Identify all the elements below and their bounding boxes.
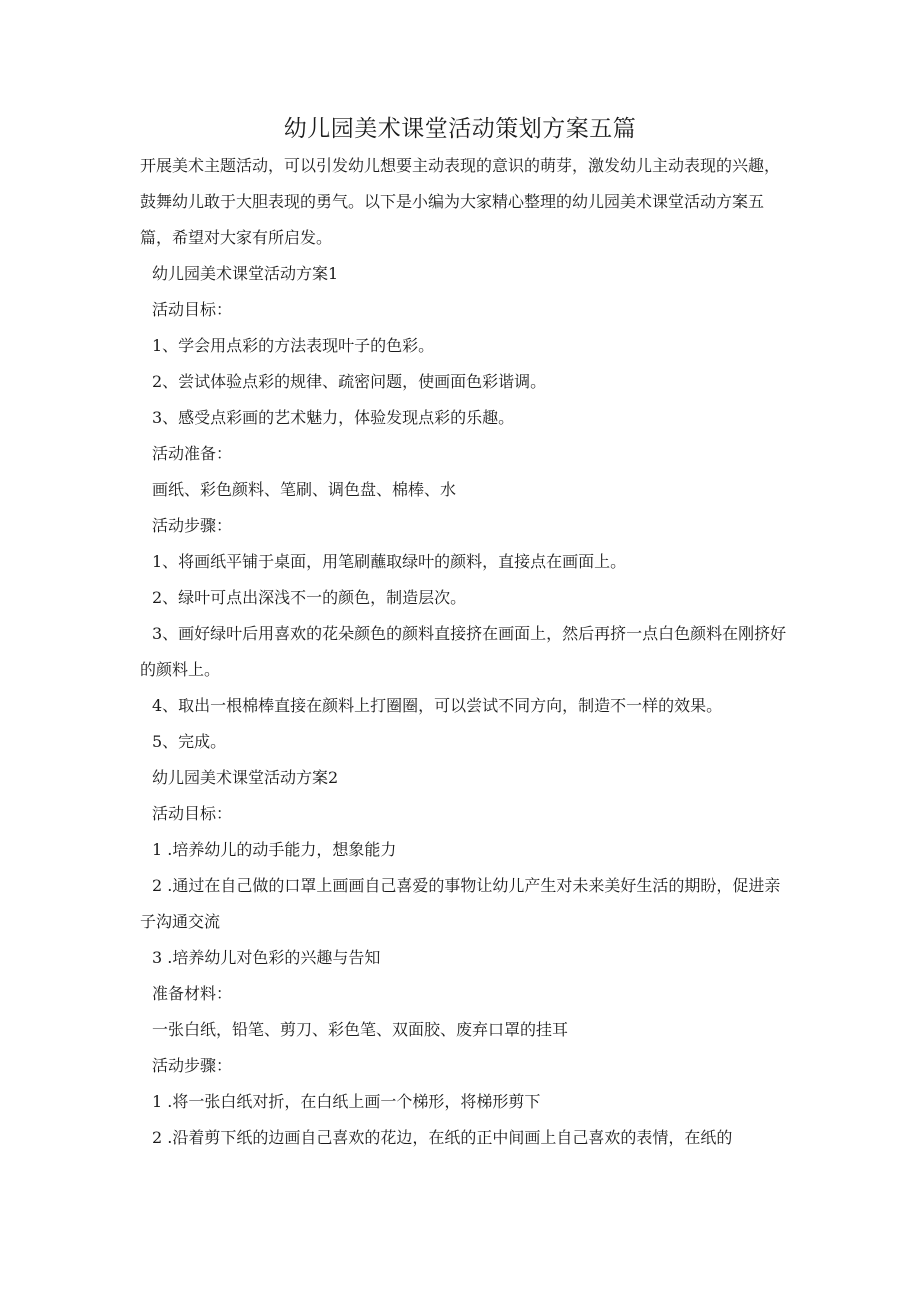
plan2-goal-item: 2 .通过在自己做的口罩上画画自己喜爱的事物让幼儿产生对未来美好生活的期盼，促进亲子沟通交流 (140, 876, 781, 931)
plan1-goal-item: 2、尝试体验点彩的规律、疏密问题，使画面色彩谐调。 (152, 372, 547, 391)
plan1-prep-label: 活动准备： (152, 444, 233, 463)
plan2-goals-label: 活动目标： (152, 804, 233, 823)
plan2-step-item: 1 .将一张白纸对折，在白纸上画一个梯形，将梯形剪下 (152, 1092, 541, 1111)
plan1-heading: 幼儿园美术课堂活动方案1 (152, 264, 339, 283)
plan1-step-item: 5、完成。 (152, 732, 227, 751)
plan1-step-item: 2、绿叶可点出深浅不一的颜色，制造层次。 (152, 588, 467, 607)
document-body (140, 148, 790, 1156)
plan2-goal-item: 1 .培养幼儿的动手能力，想象能力 (152, 840, 397, 859)
plan2-steps-label: 活动步骤： (152, 1056, 233, 1075)
plan1-step-item: 4、取出一根棉棒直接在颜料上打圈圈，可以尝试不同方向，制造不一样的效果。 (152, 696, 723, 715)
plan2-prep-text: 一张白纸，铅笔、剪刀、彩色笔、双面胶、废弃口罩的挂耳 (152, 1020, 569, 1039)
plan1-goal-item: 3、感受点彩画的艺术魅力，体验发现点彩的乐趣。 (152, 408, 515, 427)
plan1-goal-item: 1、学会用点彩的方法表现叶子的色彩。 (152, 336, 435, 355)
plan1-steps-label: 活动步骤： (152, 516, 233, 535)
plan1-prep-text: 画纸、彩色颜料、笔刷、调色盘、棉棒、水 (152, 480, 457, 499)
plan2-heading: 幼儿园美术课堂活动方案2 (152, 768, 339, 787)
document-title: 幼儿园美术课堂活动策划方案五篇 (283, 116, 637, 142)
intro-paragraph: 开展美术主题活动，可以引发幼儿想要主动表现的意识的萌芽，激发幼儿主动表现的兴趣，鼓舞幼儿敢于大胆表现的勇气。以下是小编为大家精心整理的幼儿园美术课堂活动方案五篇，希望对大家有所启发。 (140, 156, 781, 247)
plan2-prep-label: 准备材料： (152, 984, 233, 1003)
plan2-goal-item: 3 .培养幼儿对色彩的兴趣与告知 (152, 948, 381, 967)
plan2-step-item: 2 .沿着剪下纸的边画自己喜欢的花边，在纸的正中间画上自己喜欢的表情，在纸的 (152, 1128, 733, 1147)
plan1-step-item: 1、将画纸平铺于桌面，用笔刷蘸取绿叶的颜料，直接点在画面上。 (152, 552, 627, 571)
plan1-step-item: 3、画好绿叶后用喜欢的花朵颜色的颜料直接挤在画面上，然后再挤一点白色颜料在刚挤好的颜料上。 (140, 624, 787, 679)
plan1-goals-label: 活动目标： (152, 300, 233, 319)
